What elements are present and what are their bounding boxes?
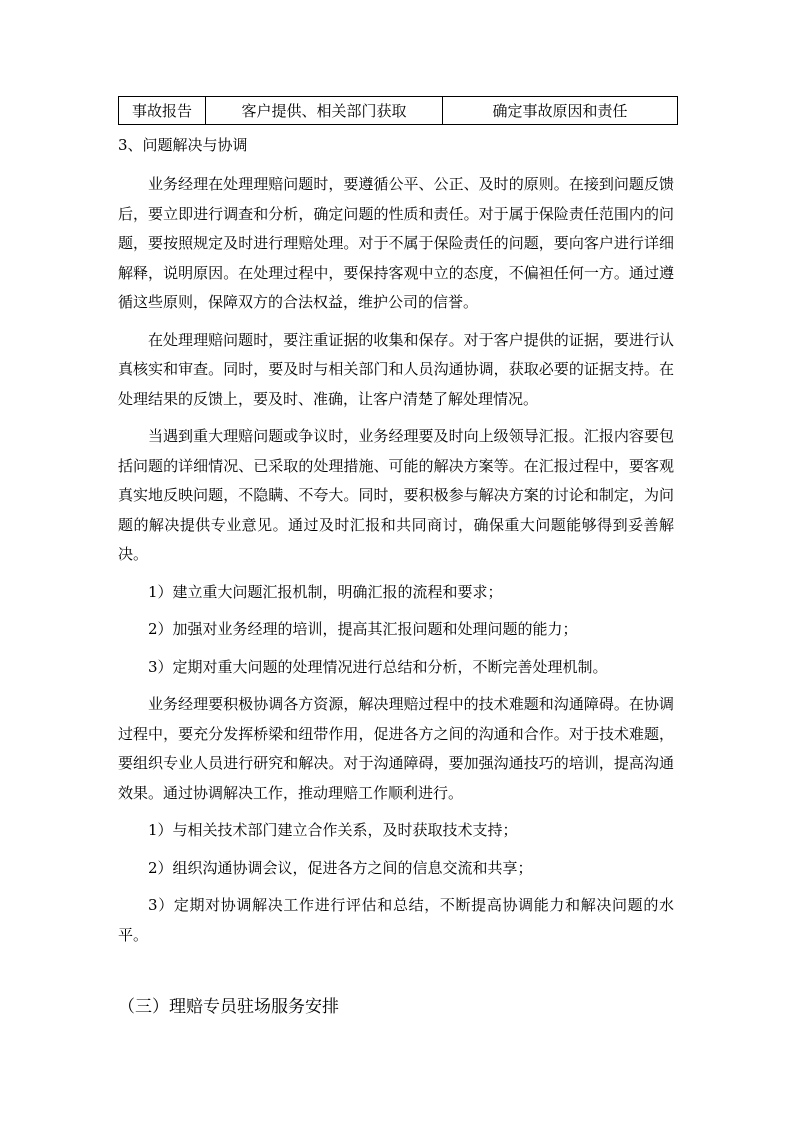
paragraph-evidence: 在处理理赔问题时，要注重证据的收集和保存。对于客户提供的证据，要进行认真核实和审查。同时，要及时与相关部门和人员沟通协调，获取必要的证据支持。在处理结果的反馈上，要及时、准确，让客户清楚了解处理情况。 [118,330,674,408]
list-item: 1）建立重大问题汇报机制，明确汇报的流程和要求； [148,582,503,601]
list-item: 3）定期对协调解决工作进行评估和总结，不断提高协调能力和解决问题的水平。 [118,896,674,944]
document-body [118,170,674,958]
list-item: 1）与相关技术部门建立合作关系，及时获取技术支持； [148,821,518,839]
paragraph-coordination: 业务经理要积极协调各方资源，解决理赔过程中的技术难题和沟通障碍。在协调过程中，要充分发挥桥梁和纽带作用，促进各方之间的沟通和合作。对于技术难题，要组织专业人员进行研究和解决。对于沟通障碍，要加强沟通技巧的培训，提高沟通效果。通过协调解决工作，推动理赔工作顺利进行。 [118,695,674,802]
list-item: 3）定期对重大问题的处理情况进行总结和分析，不断完善处理机制。 [148,657,608,676]
subheading: （三）理赔专员驻场服务安排 [118,997,339,1017]
table-row [119,97,678,125]
paragraph-principles: 业务经理在处理理赔问题时，要遵循公平、公正、及时的原则。在接到问题反馈后，要立即进行调查和分析，确定问题的性质和责任。对于属于保险责任范围内的问题，要按照规定及时进行理赔处理。对于不属于保险责任的问题，要向客户进行详细解释，说明原因。在处理过程中，要保持客观中立的态度，不偏袒任何一方。通过遵循这些原则，保障双方的合法权益，维护公司的信誉。 [118,175,674,311]
accident-info-table [118,96,674,125]
table-cell-item: 事故报告 [119,97,206,125]
section-title: 3、问题解决与协调 [118,136,248,154]
list-item: 2）加强对业务经理的培训，提高其汇报问题和处理问题的能力； [148,620,578,638]
list-item: 2）组织沟通协调会议，促进各方之间的信息交流和共享； [148,858,533,877]
paragraph-reporting: 当遇到重大理赔问题或争议时，业务经理要及时向上级领导汇报。汇报内容要包括问题的详细情况、已采取的处理措施、可能的解决方案等。在汇报过程中，要客观真实地反映问题，不隐瞒、不夸大。同时，要积极参与解决方案的讨论和制定，为问题的解决提供专业意见。通过及时汇报和共同商讨，确保重大问题能够得到妥善解决。 [118,427,674,563]
table-cell-purpose: 确定事故原因和责任 [443,97,678,125]
table [118,96,678,125]
table-cell-source: 客户提供、相关部门获取 [206,97,443,125]
